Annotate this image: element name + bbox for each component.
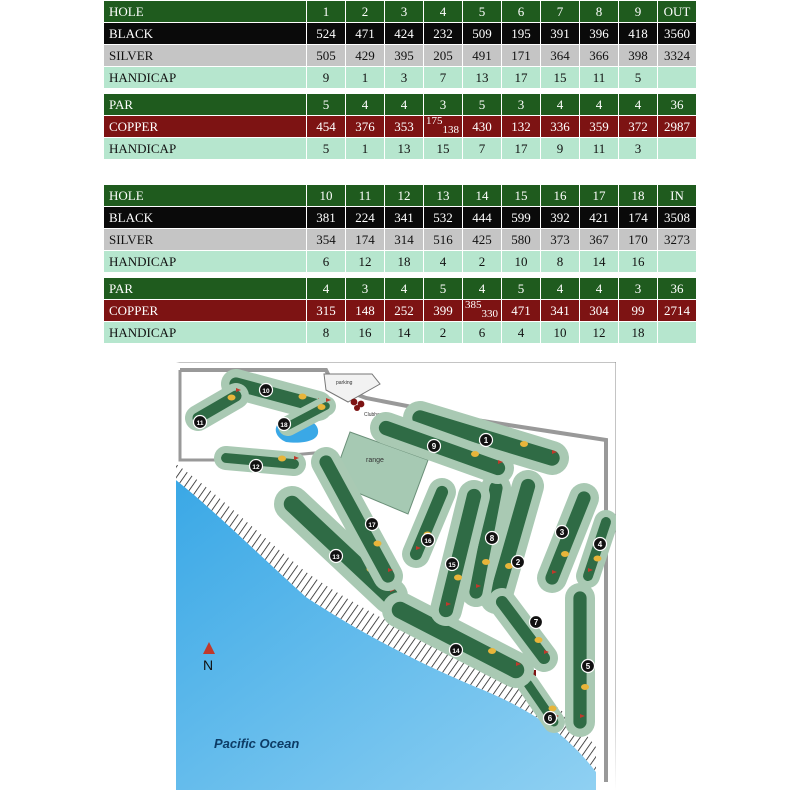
header-row (104, 1, 697, 23)
row-label: HANDICAP (104, 322, 307, 344)
black-tee-row (104, 23, 697, 45)
score-cell: 391 (541, 23, 580, 45)
sand-bunker (549, 706, 557, 712)
score-cell: 18 (619, 322, 658, 344)
row-label: HANDICAP (104, 67, 307, 89)
score-cell: 359 (580, 116, 619, 138)
score-cell: 4 (346, 94, 385, 116)
score-cell: 1 (346, 67, 385, 89)
score-cell: 132 (502, 116, 541, 138)
score-cell: 8 (580, 1, 619, 23)
score-cell: 8 (307, 322, 346, 344)
header-row (104, 185, 697, 207)
score-cell: 232 (424, 23, 463, 45)
hole-14-marker (450, 644, 463, 657)
hole-2-marker (512, 556, 525, 569)
sand-bunker (374, 541, 382, 547)
score-cell (658, 251, 697, 273)
score-cell: 354 (307, 229, 346, 251)
score-cell: 252 (385, 300, 424, 322)
hole-number: 1 (483, 436, 489, 445)
score-cell: 425 (463, 229, 502, 251)
score-cell: 16 (346, 322, 385, 344)
sand-bunker (520, 441, 528, 447)
silver-tee-row (104, 45, 697, 67)
score-cell: 8 (541, 251, 580, 273)
hole-9-marker (428, 440, 441, 453)
score-cell: 3 (346, 278, 385, 300)
score-cell: 4 (580, 94, 619, 116)
hole-number: 11 (196, 420, 204, 427)
hole-1-marker (480, 434, 493, 447)
north-label: N (203, 657, 214, 673)
row-label: SILVER (104, 229, 307, 251)
score-cell: 4 (307, 278, 346, 300)
hole-7-marker (530, 616, 543, 629)
hole-number: 16 (424, 538, 432, 545)
row-label: HOLE (104, 185, 307, 207)
sand-bunker (228, 395, 236, 401)
hole-number: 18 (280, 422, 288, 429)
score-cell: 372 (619, 116, 658, 138)
row-label: HANDICAP (104, 251, 307, 273)
course-map (176, 362, 616, 790)
score-cell: 10 (307, 185, 346, 207)
score-cell: 4 (580, 278, 619, 300)
score-cell: 399 (424, 300, 463, 322)
score-cell: 381 (307, 207, 346, 229)
score-cell: 4 (424, 251, 463, 273)
handicap-row-copper (104, 138, 697, 160)
silver-tee-row (104, 229, 697, 251)
score-cell: 18 (619, 185, 658, 207)
hole-number: 2 (515, 558, 521, 567)
hole-5-marker (582, 660, 595, 673)
hole-17-marker (366, 518, 379, 531)
score-cell: 13 (385, 138, 424, 160)
score-cell: 205 (424, 45, 463, 67)
score-cell: 16 (541, 185, 580, 207)
score-cell: 364 (541, 45, 580, 67)
score-cell: 2 (424, 322, 463, 344)
score-cell: 1 (346, 138, 385, 160)
score-cell: 17 (502, 67, 541, 89)
score-cell (658, 322, 697, 344)
score-cell: 5 (307, 138, 346, 160)
sand-bunker (581, 684, 589, 690)
score-cell: 224 (346, 207, 385, 229)
score-cell: 4 (385, 278, 424, 300)
score-cell: 509 (463, 23, 502, 45)
row-label: BLACK (104, 23, 307, 45)
hole-18-marker (278, 418, 291, 431)
row-label: SILVER (104, 45, 307, 67)
score-cell: 373 (541, 229, 580, 251)
row-label: COPPER (104, 300, 307, 322)
score-cell: 174 (346, 229, 385, 251)
back-table (103, 184, 697, 344)
score-cell: 9 (541, 138, 580, 160)
hole-number: 7 (533, 618, 539, 627)
score-cell: 395 (385, 45, 424, 67)
score-cell: 418 (619, 23, 658, 45)
score-cell: 430 (463, 116, 502, 138)
hole-number: 15 (448, 562, 456, 569)
yardage-upper: 175 (426, 115, 443, 127)
sand-bunker (488, 648, 496, 654)
range-label: range (366, 457, 384, 464)
score-cell: 376 (346, 116, 385, 138)
score-cell: 195 (502, 23, 541, 45)
score-cell: 341 (385, 207, 424, 229)
hole-number: 12 (252, 464, 260, 471)
score-cell: 4 (424, 1, 463, 23)
score-cell (424, 116, 463, 138)
score-cell: 5 (619, 67, 658, 89)
score-cell: 12 (385, 185, 424, 207)
score-cell: 5 (463, 1, 502, 23)
score-cell: 7 (424, 67, 463, 89)
score-cell: 5 (463, 94, 502, 116)
hole-12-fairway (226, 456, 299, 465)
back-nine-scorecard (103, 184, 697, 344)
score-cell: 6 (463, 322, 502, 344)
sand-bunker (561, 551, 569, 557)
score-cell: 429 (346, 45, 385, 67)
score-cell: 7 (541, 1, 580, 23)
hole-8-marker (486, 532, 499, 545)
score-cell: 9 (619, 1, 658, 23)
hole-4-marker (594, 538, 607, 551)
score-cell: 148 (346, 300, 385, 322)
yardage-lower: 138 (442, 124, 459, 136)
score-cell: 471 (346, 23, 385, 45)
sand-bunker (594, 556, 602, 562)
score-cell: 3 (619, 278, 658, 300)
score-cell: 11 (580, 138, 619, 160)
score-cell: 4 (619, 94, 658, 116)
score-cell: 12 (346, 251, 385, 273)
score-cell: 5 (307, 94, 346, 116)
score-cell: 396 (580, 23, 619, 45)
score-cell: 353 (385, 116, 424, 138)
yardage-lower: 330 (481, 308, 498, 320)
row-label: COPPER (104, 116, 307, 138)
handicap-row-copper (104, 322, 697, 344)
score-cell: 14 (385, 322, 424, 344)
score-cell: 10 (502, 251, 541, 273)
hole-number: 17 (368, 522, 376, 529)
yardage-upper: 385 (465, 299, 482, 311)
score-cell: 4 (502, 322, 541, 344)
score-cell: 421 (580, 207, 619, 229)
hole-11-marker (194, 416, 207, 429)
score-cell: 516 (424, 229, 463, 251)
hole-number: 8 (489, 534, 495, 543)
hole-number: 5 (585, 662, 591, 671)
score-cell: 15 (502, 185, 541, 207)
score-cell (658, 67, 697, 89)
score-cell: 4 (541, 278, 580, 300)
score-cell: 366 (580, 45, 619, 67)
row-label: HOLE (104, 1, 307, 23)
score-cell: 3324 (658, 45, 697, 67)
score-cell: 17 (502, 138, 541, 160)
score-cell: 6 (307, 251, 346, 273)
hole-number: 9 (431, 442, 437, 451)
score-cell: 13 (424, 185, 463, 207)
hole-number: 10 (262, 388, 270, 395)
score-cell: IN (658, 185, 697, 207)
black-tee-row (104, 207, 697, 229)
score-cell: 2987 (658, 116, 697, 138)
score-cell: 3560 (658, 23, 697, 45)
score-cell: 1 (307, 1, 346, 23)
score-cell (463, 300, 502, 322)
hole-number: 3 (559, 528, 565, 537)
sand-bunker (471, 451, 479, 457)
hole-12-marker (250, 460, 263, 473)
row-label: PAR (104, 278, 307, 300)
score-cell: 580 (502, 229, 541, 251)
score-cell: 10 (541, 322, 580, 344)
score-cell: 2714 (658, 300, 697, 322)
row-label: PAR (104, 94, 307, 116)
score-cell: 36 (658, 94, 697, 116)
hole-number: 13 (332, 554, 340, 561)
score-cell: 171 (502, 45, 541, 67)
sand-bunker (278, 456, 286, 462)
score-cell: 532 (424, 207, 463, 229)
score-cell: 17 (580, 185, 619, 207)
sand-bunker (299, 394, 307, 400)
hole-3-marker (556, 526, 569, 539)
score-cell: 5 (424, 278, 463, 300)
hole-13-marker (330, 550, 343, 563)
score-cell: 3 (385, 67, 424, 89)
score-cell: OUT (658, 1, 697, 23)
score-cell: 398 (619, 45, 658, 67)
score-cell: 4 (541, 94, 580, 116)
score-cell: 174 (619, 207, 658, 229)
score-cell: 2 (346, 1, 385, 23)
score-cell: 3273 (658, 229, 697, 251)
score-cell: 471 (502, 300, 541, 322)
score-cell: 15 (424, 138, 463, 160)
parking-label: parking (336, 380, 353, 386)
score-cell: 18 (385, 251, 424, 273)
score-cell: 491 (463, 45, 502, 67)
score-cell: 170 (619, 229, 658, 251)
score-cell: 36 (658, 278, 697, 300)
score-cell: 9 (307, 67, 346, 89)
score-cell: 4 (385, 94, 424, 116)
clubhouse-label: Clubhouse (364, 412, 388, 418)
score-cell: 11 (346, 185, 385, 207)
score-cell: 392 (541, 207, 580, 229)
score-cell: 3508 (658, 207, 697, 229)
score-cell: 3 (502, 94, 541, 116)
sand-bunker (454, 575, 462, 581)
front-nine-scorecard (103, 0, 697, 160)
score-cell: 3 (619, 138, 658, 160)
hole-number: 4 (597, 540, 603, 549)
score-cell: 15 (541, 67, 580, 89)
sand-bunker (535, 637, 543, 643)
par-row (104, 94, 697, 116)
score-cell: 12 (580, 322, 619, 344)
hole-6-marker (544, 712, 557, 725)
score-cell: 304 (580, 300, 619, 322)
front-table (103, 0, 697, 160)
sand-bunker (318, 404, 326, 410)
score-cell: 599 (502, 207, 541, 229)
handicap-row (104, 251, 697, 273)
score-cell: 524 (307, 23, 346, 45)
score-cell: 6 (502, 1, 541, 23)
score-cell: 14 (580, 251, 619, 273)
hole-number: 6 (547, 714, 553, 723)
copper-tee-row (104, 300, 697, 322)
score-cell (658, 138, 697, 160)
score-cell: 424 (385, 23, 424, 45)
score-cell: 7 (463, 138, 502, 160)
score-cell: 367 (580, 229, 619, 251)
hole-15-marker (446, 558, 459, 571)
score-cell: 314 (385, 229, 424, 251)
hole-16-marker (422, 534, 435, 547)
score-cell: 14 (463, 185, 502, 207)
sand-bunker (482, 559, 490, 565)
handicap-row (104, 67, 697, 89)
score-cell: 3 (424, 94, 463, 116)
score-cell: 454 (307, 116, 346, 138)
score-cell: 505 (307, 45, 346, 67)
score-cell: 5 (502, 278, 541, 300)
score-cell: 444 (463, 207, 502, 229)
score-cell: 99 (619, 300, 658, 322)
score-cell: 16 (619, 251, 658, 273)
score-cell: 315 (307, 300, 346, 322)
score-cell: 336 (541, 116, 580, 138)
row-label: BLACK (104, 207, 307, 229)
score-cell: 341 (541, 300, 580, 322)
hole-10-marker (260, 384, 273, 397)
score-cell: 4 (463, 278, 502, 300)
row-label: HANDICAP (104, 138, 307, 160)
score-cell: 13 (463, 67, 502, 89)
copper-tee-row (104, 116, 697, 138)
ocean-label: Pacific Ocean (214, 736, 300, 751)
score-cell: 11 (580, 67, 619, 89)
score-cell: 3 (385, 1, 424, 23)
score-cell: 2 (463, 251, 502, 273)
hole-number: 14 (452, 648, 460, 655)
par-row (104, 278, 697, 300)
